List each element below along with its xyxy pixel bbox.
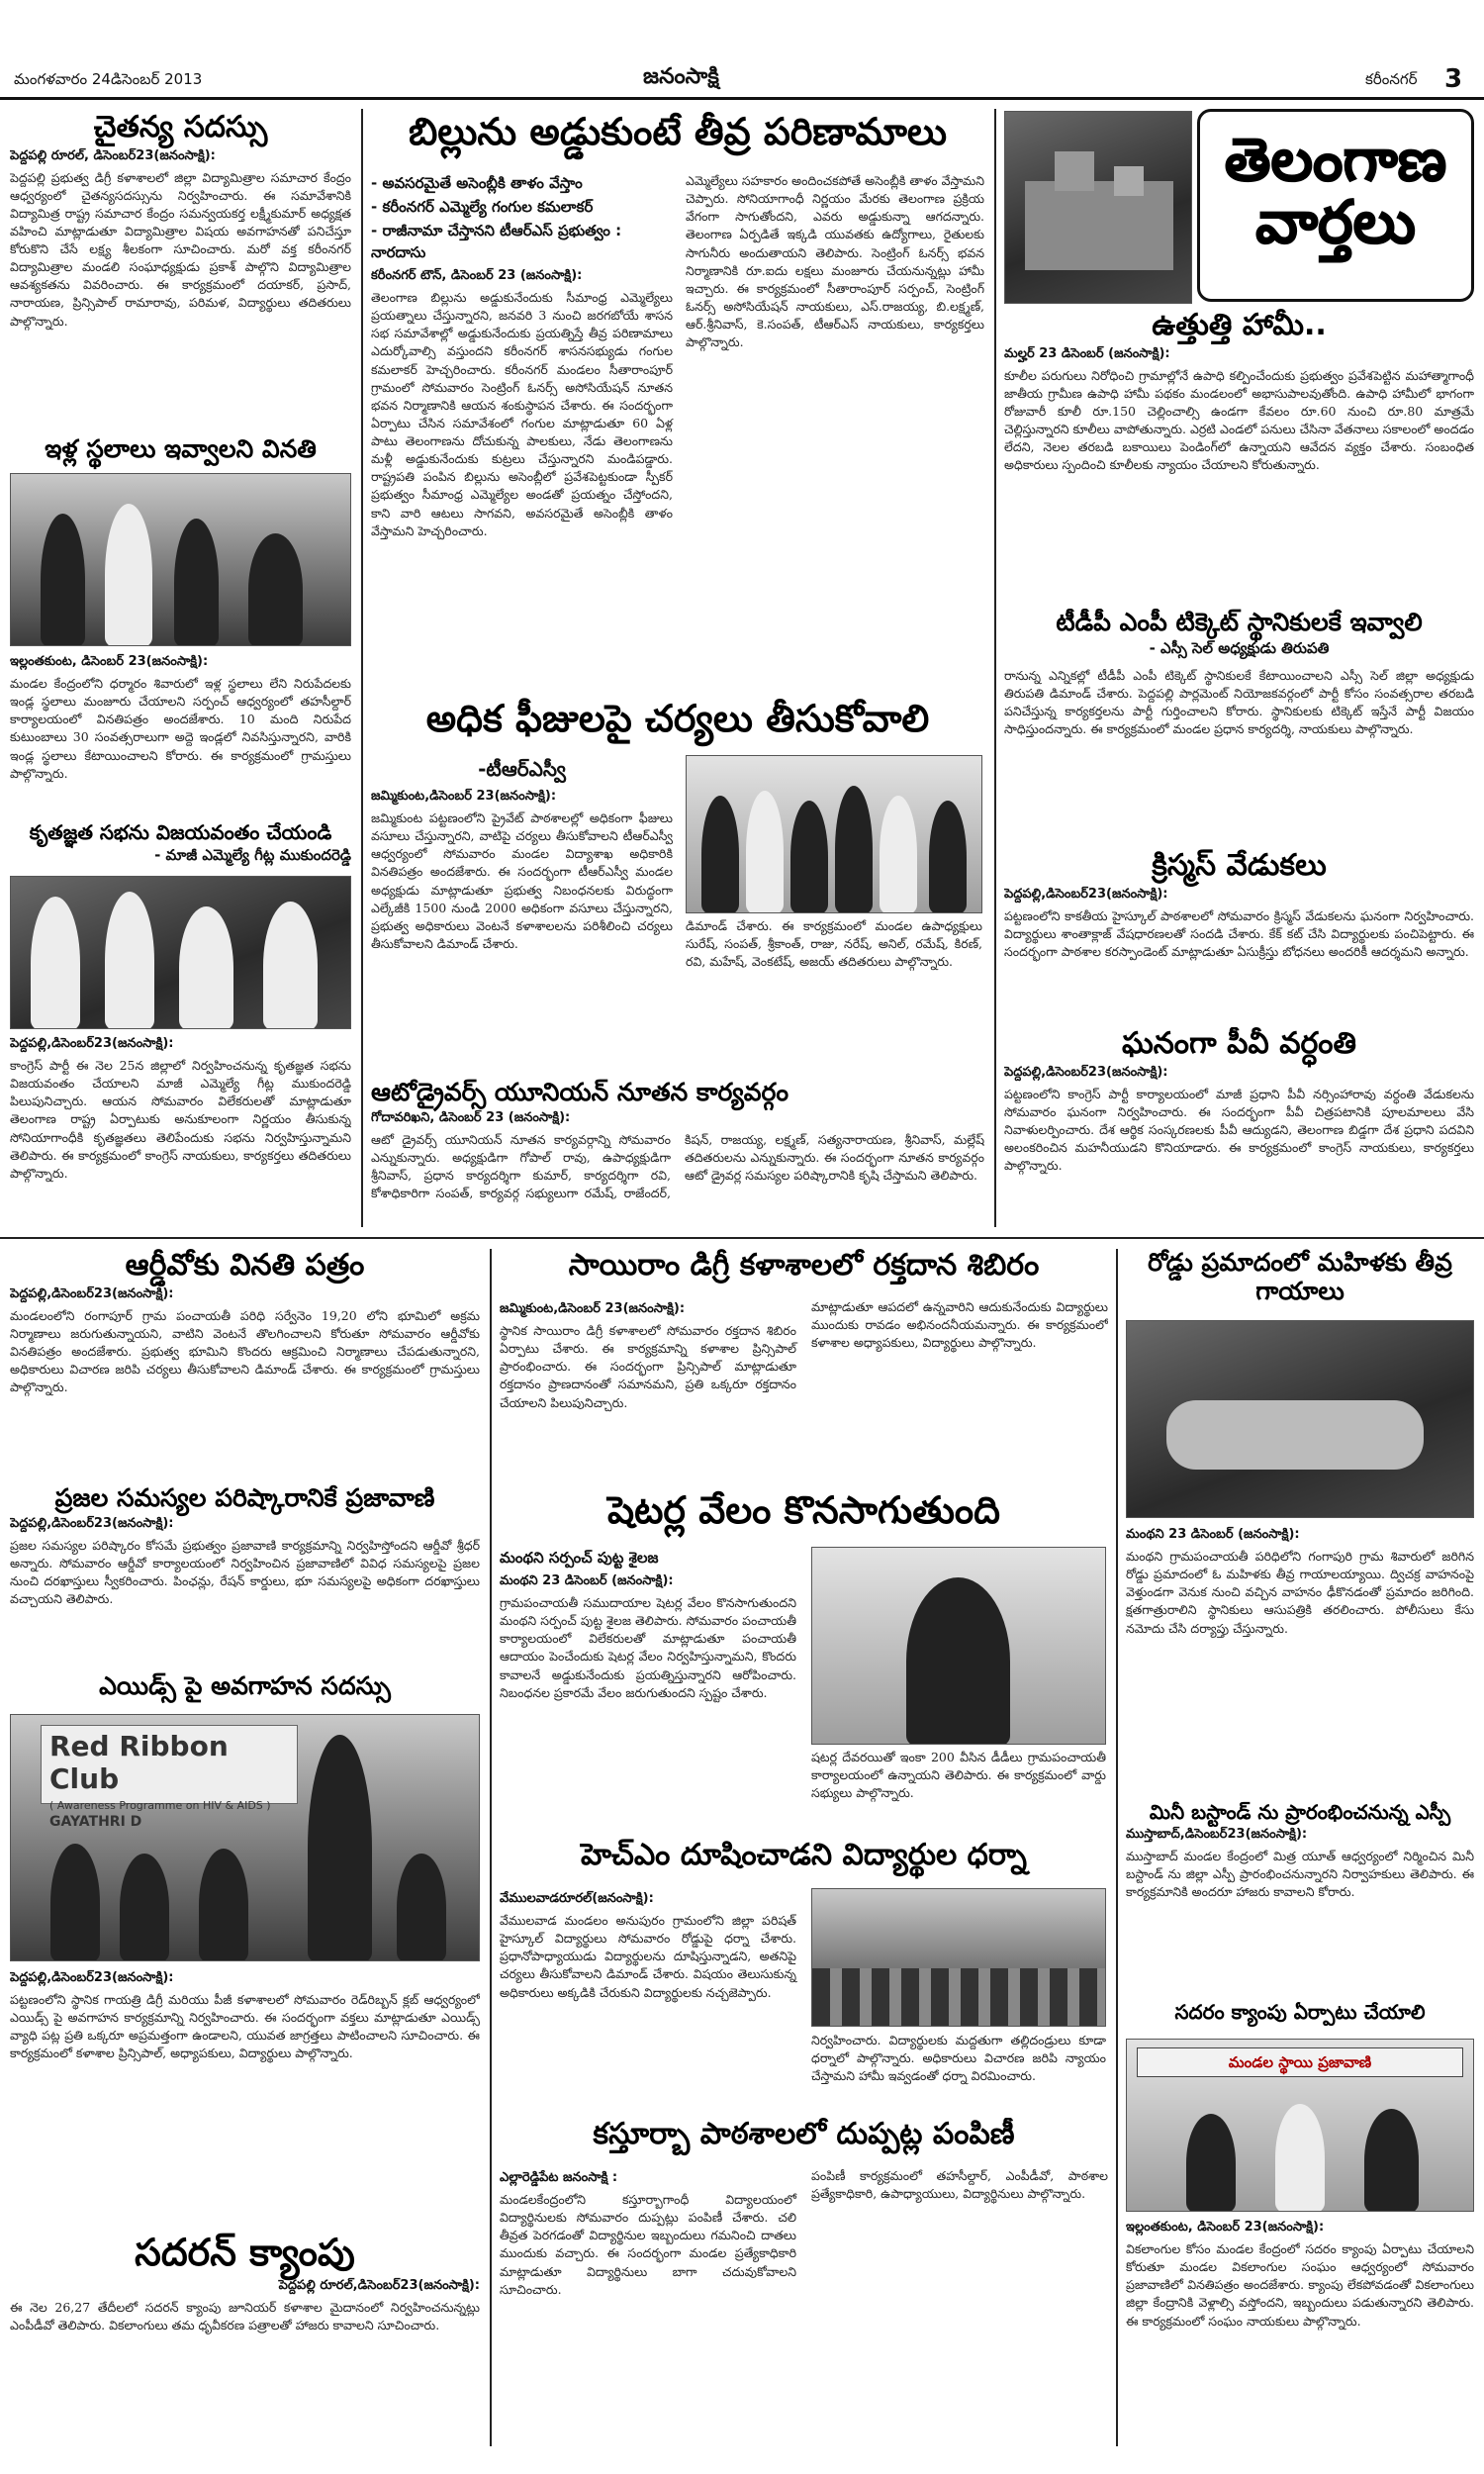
issue-date: మంగళవారం 24డిసెంబర్ 2013 [14, 70, 203, 88]
article-blood-donation [500, 1249, 1108, 1486]
article-sadaram-camp-demand [1126, 2001, 1474, 2444]
headline: ఆర్డీవోకు వినతి పత్రం [125, 1249, 365, 1283]
article-christmas [1004, 849, 1474, 1022]
dateline: వేములవాడరూరల్(జనంసాక్షి): [500, 1891, 654, 1906]
article-body: రానున్న ఎన్నికల్లో టీడీపీ ఎంపీ టిక్కెట్ స్థానికులకే కేటాయించాలని ఎస్సీ సెల్ జిల్లా అధ్యక్షుడు తిరుపతి డిమాండ్ చేశారు. పెద్దపల్లి పార్లమెంట్ నియోజకవర్గంలో పార్టీ కోసం సంవత్సరాల తరబడి పనిచేస్తున్న కార్యకర్తలను పార్టీ గుర్తించాలని కోరారు. స్థానికులకు టిక్కెట్ ఇస్తేనే పార్టీ విజయం సాధిస్తుందన్నారు. ఈ కార్యక్రమంలో మండల ప్రధాన కార్యదర్శి, నాయకులు పాల్గొన్నారు. [1004, 667, 1474, 737]
article-body: పెద్దపల్లి ప్రభుత్వ డిగ్రీ కళాశాలలో జిల్లా విద్యామిత్రాల సమాచార కేంద్రం ఆధ్వర్యంలో చైతన్యసదస్సును నిర్వహించారు. ఈ సమావేశానికి విద్యామిత్ర రాష్ట్ర సమాచార కేంద్రం సమన్వయకర్త లక్ష్మీకుమార్ అధ్యక్షత వహించి మాట్లాడుతూ విద్యామిత్రాల విషయ అవగాహనతో పనిచేస్తూ కోరుకొని చేసే లక్ష్య శీలకంగా సూచించారు. మరో వక్త కరీంనగర్ విద్యామిత్రాల మండలి సంఘాధ్యక్షుడు ప్రకాశ్ పాల్గొని విద్యామిత్రాల ఆవశ్యకతను వివరించారు. ఈ కార్యక్రమంలో దయాకర్, ప్రసాద్, నారాయణ, ప్రిన్సిపాల్ రామారావు, పరిమళ, విద్యార్థులు తదితరులు పాల్గొన్నారు. [10, 169, 351, 329]
dateline: పెద్దపల్లి,డిసెంబర్23(జనంసాక్షి): [1004, 1064, 1168, 1080]
edition-town: కరీంనగర్ [1365, 70, 1418, 88]
dateline: జమ్మికుంట,డిసెంబర్ 23(జనంసాక్షి): [371, 789, 557, 804]
headline: క్రిస్మస్ వేడుకలు [1152, 849, 1327, 883]
article-body-col2: డిమాండ్ చేశారు. ఈ కార్యక్రమంలో మండల ఉపాధ్యక్షులు సురేష్, సంపత్, శ్రీకాంత్, రాజు, నరేష్, అనిల్, రమేష్, కిరణ్, రవి, మహేష్, వెంకటేష్, అజయ్ తదితరులు పాల్గొన్నారు. [686, 918, 982, 970]
subheadline-3: - రాజీనామా చేస్తానని టీఆర్ఎస్ ప్రభుత్వం : నారదాసు [371, 222, 622, 261]
article-body: కూలీల పరుగులు నిరోధించి గ్రామాల్లోనే ఉపాధి కల్పించేందుకు ప్రభుత్వం ప్రవేశపెట్టిన మహాత్మాగాంధీ జాతీయ గ్రామీణ ఉపాధి హామీ పథకం మండలంలో అభాసుపాలవుతోంది. ఉపాధి హామీలో భాగంగా రోజువారీ కూలీ రూ.150 చెల్లించాల్సి ఉండగా కేవలం రూ.60 నుంచి రూ.80 మాత్రమే చెల్లిస్తున్నారని కూలీలు వాపోతున్నారు. ఎర్రటి ఎండలో పనులు చేసినా వేతనాలు సకాలంలో అందడం లేదని, నెలల తరబడి బకాయిలు పెండింగ్‌లో ఉన్నాయని ఆవేదన వ్యక్తం చేశారు. సంబంధిత అధికారులు స్పందించి కూలీలకు న్యాయం చేయాలని కోరుతున్నారు. [1004, 367, 1474, 473]
photo-students-dharna [811, 1888, 1106, 2027]
dateline: పెద్దపల్లి,డిసెంబర్23(జనంసాక్షి): [10, 1515, 174, 1531]
article-body-col2: షటర్ల దేవరయితో ఇంకా 200 వీసిన డీడీలు గ్రామపంచాయతీ కార్యాలయంలో ఉన్నాయని తెలిపారు. ఈ కార్యక్రమంలో వార్డు సభ్యులు పాల్గొన్నారు. [811, 1750, 1106, 1801]
headline: సాయిరాం డిగ్రీ కళాశాలలో రక్తదాన శిబిరం [568, 1249, 1040, 1283]
article-prajavani [10, 1484, 480, 1667]
article-body: వికలాంగుల కోసం మండల కేంద్రంలో సదరం క్యాంపు ఏర్పాటు చేయాలని కోరుతూ మండల వికలాంగుల సంఘం ఆధ్వర్యంలో సోమవారం ప్రజావాణిలో వినతిపత్రం అందజేశారు. క్యాంపు లేకపోవడంతో వికలాంగులు జిల్లా కేంద్రానికి వెళ్లాల్సి వస్తోందని, ఇబ్బందులు పడుతున్నారని తెలిపారు. ఈ కార్యక్రమంలో సంఘం నాయకులు పాల్గొన్నారు. [1126, 2241, 1474, 2329]
article-house-sites-petition [10, 435, 351, 816]
article-body: మంథని గ్రామపంచాయతీ పరిధిలోని గంగాపురి గ్రామ శివారులో జరిగిన రోడ్డు ప్రమాదంలో ఓ మహిళకు తీవ్ర గాయాలయ్యాయి. ద్విచక్ర వాహనంపై వెళ్తుండగా వెనుక నుంచి వచ్చిన వాహనం ఢీకొనడంతో ప్రమాదం జరిగింది. క్షతగాత్రురాలిని స్థానికులు ఆసుపత్రికి తరలించారు. పోలీసులు కేసు నమోదు చేసి దర్యాప్తు చేస్తున్నారు. [1126, 1549, 1474, 1636]
page-number: 3 [1444, 64, 1463, 94]
headline: హెచ్ఎం దూషించాడని విద్యార్థుల ధర్నా [581, 1839, 1027, 1872]
newspaper-logo: జనంసాక్షి [643, 64, 719, 89]
article-body: ముస్తాబాద్ మండల కేంద్రంలో మిత్ర యూత్ ఆధ్వర్యంలో నిర్మించిన మినీ బస్టాండ్ ను జిల్లా ఎస్పీ ప్రారంభించనున్నారని నిర్వాహకులు తెలిపారు. ఈ కార్యక్రమానికి అందరూ హాజరు కావాలని కోరారు. [1126, 1849, 1474, 1900]
dateline: పెద్దపల్లి రూరల్, డిసెంబర్23(జనంసాక్షి): [10, 147, 216, 163]
article-chaitanya-sadassu [10, 111, 351, 432]
headline: రోడ్డు ప్రమాదంలో మహిళకు తీవ్ర గాయాలు [1148, 1249, 1452, 1305]
article-body: పట్టణంలోని కాకతీయ హైస్కూల్ పాఠశాలలో సోమవారం క్రిస్మస్ వేడుకలను ఘనంగా నిర్వహించారు. విద్యార్థులు శాంతాక్లాజ్ వేషధారణలతో సందడి చేశారు. కేక్ కట్ చేసి విద్యార్థులకు పంచిపెట్టారు. ఈ సందర్భంగా పాఠశాల కరస్పాండెంట్ మాట్లాడుతూ ఏసుక్రీస్తు బోధనలు అందరికీ ఆదర్శమని అన్నారు. [1004, 907, 1474, 959]
subheadline-2: - కరీంనగర్ ఎమ్మెల్యే గంగుల కమలాకర్ [371, 198, 594, 216]
column-rule [994, 109, 996, 1227]
banner-gayathri: GAYATHRI D [49, 1814, 142, 1830]
headline: కస్తూర్బా పాఠశాలలో దుప్పట్ల పంపిణీ [593, 2118, 1015, 2151]
banner-red-ribbon: Red Ribbon Club [49, 1730, 229, 1795]
article-auto-drivers-union [371, 1079, 984, 1227]
article-body: మండలంలోని రంగాపూర్ గ్రామ పంచాయతీ పరిధి సర్వేనెం 19,20 లోని భూమిలో అక్రమ నిర్మాణాలు జరుగుతున్నాయని, వాటిని వెంటనే తొలగించాలని కోరుతూ సోమవారం ఆర్డీవోకు వినతిపత్రం అందజేశారు. ప్రభుత్వ భూమిని కొందరు ఆక్రమించి నిర్మాణాలు చేపడుతున్నారని, అధికారులు విచారణ జరిపి చర్యలు తీసుకోవాలని డిమాండ్ చేశారు. ఈ కార్యక్రమంలో గ్రామస్తులు పాల్గొన్నారు. [10, 1307, 480, 1394]
headline: ఉత్తుత్తి హామీ.. [1152, 309, 1327, 342]
column-rule [490, 1249, 492, 2446]
article-body-col2: పంపిణీ కార్యక్రమంలో తహసీల్దార్, ఎంపీడీవో, పాఠశాల ప్రత్యేకాధికారి, ఉపాధ్యాయులు, విద్యార్థినులు పాల్గొన్నారు. [811, 2168, 1108, 2202]
article-bill-consequences [371, 111, 984, 695]
headline: చైతన్య సదస్సు [93, 111, 268, 144]
headline: టీడీపీ ఎంపీ టిక్కెట్ స్థానికులకే ఇవ్వాలి [1056, 609, 1423, 636]
dateline: పెద్దపల్లి,డిసెంబర్23(జనంసాక్షి): [1004, 886, 1168, 902]
article-aids-awareness [10, 1672, 480, 2227]
article-body-col1: గ్రామపంచాయతీ సముదాయాల షెటర్ల వేలం కొనసాగుతుందని మంథని సర్పంచ్ పుట్ట శైలజ తెలిపారు. సోమవారం పంచాయతీ కార్యాలయంలో విలేకరులతో మాట్లాడుతూ పంచాయతీ ఆదాయం పెంచేందుకు షెటర్ల వేలం నిర్వహిస్తున్నామని, కొందరు కావాలనే అడ్డుకునేందుకు ప్రయత్నిస్తున్నారని ఆరోపించారు. నిబంధనల ప్రకారమే వేలం జరుగుతుందని స్పష్టం చేశారు. [500, 1595, 796, 1700]
photo-students-protest [686, 755, 982, 913]
article-body-col1: స్థానిక సాయిరాం డిగ్రీ కళాశాలలో సోమవారం రక్తదాన శిబిరం ఏర్పాటు చేశారు. ఈ కార్యక్రమాన్ని కళాశాల ప్రిన్సిపాల్ ప్రారంభించారు. ఈ సందర్భంగా ప్రిన్సిపాల్ మాట్లాడుతూ రక్తదానం ప్రాణదానంతో సమానమని, ప్రతి ఒక్కరూ రక్తదానం చేయాలని పిలుపునిచ్చారు. [500, 1323, 796, 1410]
photo-sarpanch [811, 1547, 1106, 1745]
article-body: మండల కేంద్రంలోని ధర్మారం శివారులో ఇళ్ల స్థలాలు లేని నిరుపేదలకు ఇండ్ల స్థలాలు మంజూరు చేయాలని సర్పంచ్ ఆధ్వర్యంలో తహసీల్దార్ కార్యాలయంలో వినతిపత్రం అందజేశారు. 10 మంది నిరుపేద కుటుంబాలు 30 సంవత్సరాలుగా అద్దె ఇండ్లలో నివసిస్తున్నారని, వారికి ఇండ్ల స్థలాలు కేటాయించాలని కోరారు. ఈ కార్యక్రమంలో గ్రామస్తులు పాల్గొన్నారు. [10, 676, 351, 781]
photo-red-ribbon-club [10, 1714, 480, 1961]
article-body: కాంగ్రెస్ పార్టీ ఈ నెల 25న జిల్లాలో నిర్వహించనున్న కృతజ్ఞత సభను విజయవంతం చేయాలని మాజీ ఎమ్మెల్యే గీట్ల ముకుందరెడ్డి పిలుపునిచ్చారు. ఆయన సోమవారం విలేకరులతో మాట్లాడుతూ తెలంగాణ రాష్ట్ర ఏర్పాటుకు అనుకూలంగా నిర్ణయం తీసుకున్న సోనియాగాంధీకి కృతజ్ఞతలు తెలిపేందుకు సభను నిర్వహిస్తున్నామని తెలిపారు. ఈ కార్యక్రమంలో కాంగ్రెస్ నాయకులు, కార్యకర్తలు తదితరులు పాల్గొన్నారు. [10, 1058, 351, 1181]
article-body-col2: నిర్వహించారు. విద్యార్థులకు మద్దతుగా తల్లిదండ్రులు కూడా ధర్నాలో పాల్గొన్నారు. అధికారులు విచారణ జరిపి న్యాయం చేస్తామని హామీ ఇవ్వడంతో ధర్నా విరమించారు. [811, 2033, 1106, 2084]
dateline: ఎల్లారెడ్డిపేట జనంసాక్షి : [500, 2170, 618, 2185]
photo-injured-woman [1126, 1320, 1474, 1518]
article-body-col1: జమ్మికుంట పట్టణంలోని ప్రైవేట్ పాఠశాలల్లో అధికంగా ఫీజులు వసూలు చేస్తున్నారని, వాటిపై చర్యలు తీసుకోవాలని టీఆర్ఎస్వీ ఆధ్వర్యంలో సోమవారం మండల విద్యాశాఖ అధికారికి వినతిపత్రం అందజేశారు. ఈ సందర్భంగా టీఆర్ఎస్వీ మండల అధ్యక్షుడు మాట్లాడుతూ ప్రభుత్వ నిబంధనలకు విరుద్ధంగా ఎల్కేజీకి 1500 నుండి 2000 అధికంగా వసూలు చేస్తున్నారని, ప్రభుత్వ అధికారులు వెంటనే కళాశాలలను పరిశీలించి చర్యలు తీసుకోవాలని డిమాండ్ చేశారు. [371, 810, 673, 951]
dateline: కరీంనగర్ టౌన్, డిసెంబర్ 23 (జనంసాక్షి): [371, 268, 583, 283]
section-title: తెలంగాణ వార్తలు [1224, 126, 1447, 257]
headline: షెటర్ల వేలం కొనసాగుతుంది [607, 1489, 1000, 1532]
subheadline: - మాజీ ఎమ్మెల్యే గీట్ల ముకుందరెడ్డి [154, 846, 351, 864]
headline: ఆటోడ్రైవర్స్ యూనియన్ నూతన కార్యవర్గం [371, 1079, 789, 1106]
subheadline: -టీఆర్ఎస్వీ [478, 757, 566, 781]
headline: ప్రజల సమస్యల పరిష్కారానికే ప్రజావాణి [54, 1484, 435, 1512]
headline: ఎయిడ్స్ పై అవగాహన సదస్సు [99, 1672, 391, 1700]
dateline: పెద్దపల్లి,డిసెంబర్23(జనంసాక్షి): [10, 1285, 174, 1301]
article-sadaran-camp [10, 2232, 480, 2444]
headline: అధిక ఫీజులపై చర్యలు తీసుకోవాలి [425, 698, 930, 740]
article-gratitude-meeting [10, 821, 351, 1227]
article-shutter-auction [500, 1489, 1108, 1836]
signboard: మండల స్థాయి ప్రజావాణి [1137, 2047, 1463, 2077]
article-pv-anniversary [1004, 1027, 1474, 1230]
dateline: మంథని 23 డిసెంబర్ (జనంసాక్షి): [500, 1573, 674, 1588]
article-tdp-ticket [1004, 609, 1474, 846]
column-rule [361, 109, 363, 1227]
subheadline: - ఎస్సీ సెల్ అధ్యక్షుడు తిరుపతి [1149, 638, 1330, 657]
dateline: గోదావరిఖని, డిసెంబర్ 23 (జనంసాక్షి): [371, 1109, 571, 1125]
dateline: పెద్దపల్లి,డిసెంబర్23(జనంసాక్షి): [10, 1970, 174, 1985]
headline: కృతజ్ఞత సభను విజయవంతం చేయండి [29, 821, 332, 844]
banner-awareness: ( Awareness Programme on HIV & AIDS ) [49, 1799, 271, 1812]
photo-petition [10, 473, 351, 646]
subheadline: మంథని సర్పంచ్ పుట్ట శైలజ [500, 1549, 659, 1567]
article-rdo-petition [10, 1249, 480, 1481]
photo-congress-leaders [10, 876, 351, 1029]
headline: సదరన్ క్యాంపు [135, 2232, 355, 2274]
article-body: ఆటో డ్రైవర్స్ యూనియన్ నూతన కార్యవర్గాన్ని సోమవారం ఎన్నుకున్నారు. అధ్యక్షుడిగా గోపాల్ రావు, ఉపాధ్యక్షుడిగా శ్రీనివాస్, ప్రధాన కార్యదర్శిగా కుమార్, కార్యదర్శిగా రవి, కోశాధికారిగా సంపత్, కార్యవర్గ సభ్యులుగా రమేష్, రాజేందర్, కిషన్, రాజయ్య, లక్ష్మణ్, సత్యనారాయణ, శ్రీనివాస్, మల్లేష్ తదితరులను ఎన్నుకున్నారు. ఈ సందర్భంగా నూతన కార్యవర్గం ఆటో డ్రైవర్ల సమస్యల పరిష్కారానికి కృషి చేస్తామని తెలిపారు. [371, 1131, 984, 1201]
photo-golconda-fort [1004, 111, 1192, 304]
article-body: పట్టణంలోని కాంగ్రెస్ పార్టీ కార్యాలయంలో మాజీ ప్రధాని పీవీ నర్సింహారావు వర్ధంతి వేడుకలను సోమవారం ఘనంగా నిర్వహించారు. ఈ సందర్భంగా పీవీ చిత్రపటానికి పూలమాలలు వేసి నివాళులర్పించారు. దేశ ఆర్థిక సంస్కరణలకు పీవీ ఆద్యుడని, తెలంగాణ బిడ్డగా దేశ ప్రధాని పదవిని అలంకరించిన మహనీయుడని కొనియాడారు. ఈ కార్యక్రమంలో కాంగ్రెస్ నాయకులు, కార్యకర్తలు పాల్గొన్నారు. [1004, 1086, 1474, 1173]
headline: సదరం క్యాంపు ఏర్పాటు చేయాలి [1174, 2001, 1426, 2024]
headline: బిల్లును అడ్డుకుంటే తీవ్ర పరిణామాలు [408, 111, 948, 153]
article-high-fees [371, 698, 984, 1074]
article-road-accident [1126, 1249, 1474, 1798]
dateline: పెద్దపల్లి,డిసెంబర్23(జనంసాక్షి): [10, 1036, 174, 1051]
dateline: ఇల్లంతకుంట, డిసెంబర్ 23(జనంసాక్షి): [10, 654, 209, 669]
article-body: పట్టణంలోని స్థానిక గాయత్రి డిగ్రీ మరియు పీజీ కళాశాలలో సోమవారం రెడ్‌రిబ్బన్ క్లబ్ ఆధ్వర్యంలో ఎయిడ్స్ పై అవగాహన కార్యక్రమాన్ని నిర్వహించారు. ఈ సందర్భంగా వక్తలు మాట్లాడుతూ ఎయిడ్స్ వ్యాధి పట్ల ప్రతి ఒక్కరూ అప్రమత్తంగా ఉండాలని, యువత జాగ్రత్తలు పాటించాలని సూచించారు. ఈ కార్యక్రమంలో కళాశాల ప్రిన్సిపాల్, అధ్యాపకులు, విద్యార్థులు పాల్గొన్నారు. [10, 1992, 480, 2061]
headline: ఇళ్ల స్థలాలు ఇవ్వాలని వినతి [45, 435, 317, 463]
dateline: ఇల్లంతకుంట, డిసెంబర్ 23(జనంసాక్షి): [1126, 2220, 1325, 2235]
dateline: పెద్దపల్లి రూరల్,డిసెంబర్23(జనంసాక్షి): [278, 2277, 480, 2293]
column-rule [1116, 1249, 1118, 2446]
article-mini-busstand [1126, 1801, 1474, 1999]
article-body: ప్రజల సమస్యల పరిష్కారం కోసమే ప్రభుత్వం ప్రజావాణి కార్యక్రమాన్ని నిర్వహిస్తోందని ఆర్డీవో శ్రీధర్ అన్నారు. సోమవారం ఆర్డీవో కార్యాలయంలో నిర్వహించిన ప్రజావాణిలో వివిధ సమస్యలపై ప్రజల నుంచి దరఖాస్తులు స్వీకరించారు. పింఛన్లు, రేషన్ కార్డులు, భూ సమస్యలపై అధికంగా దరఖాస్తులు వచ్చాయని తెలిపారు. [10, 1537, 480, 1607]
photo-prajavani-petition [1126, 2039, 1474, 2212]
section-banner [1197, 109, 1474, 302]
subheadline-1: - అవసరమైతే అసెంబ్లీకి తాళం వేస్తాం [371, 174, 583, 192]
article-body-col2: మాట్లాడుతూ ఆపదలో ఉన్నవారిని ఆదుకునేందుకు విద్యార్థులు ముందుకు రావడం అభినందనీయమన్నారు. ఈ కార్యక్రమంలో కళాశాల అధ్యాపకులు, విద్యార్థులు పాల్గొన్నారు. [811, 1299, 1108, 1351]
dateline: జమ్మికుంట,డిసెంబర్ 23(జనంసాక్షి): [500, 1301, 686, 1316]
headline: మినీ బస్టాండ్ ను ప్రారంభించనున్న ఎస్పీ [1149, 1801, 1451, 1824]
article-body-col1: మండలకేంద్రంలోని కస్తూర్బాగాంధీ విద్యాలయంలో విద్యార్థినులకు సోమవారం దుప్పట్లు పంపిణీ చేశారు. చలి తీవ్రత పెరగడంతో విద్యార్థినుల ఇబ్బందులు గమనించి దాతలు ముందుకు వచ్చారు. ఈ సందర్భంగా మండల ప్రత్యేకాధికారి మాట్లాడుతూ విద్యార్థినులు బాగా చదువుకోవాలని సూచించారు. [500, 2192, 796, 2297]
dateline: మంథని 23 డిసెంబర్ (జనంసాక్షి): [1126, 1527, 1300, 1542]
article-students-dharna [500, 1839, 1108, 2116]
article-empty-promise [1004, 309, 1474, 606]
dateline: మల్హర్ 23 డిసెంబర్ (జనంసాక్షి): [1004, 345, 1170, 361]
section-rule [0, 1237, 1484, 1239]
masthead [0, 64, 1484, 100]
article-body-col1: తెలంగాణ బిల్లును అడ్డుకునేందుకు సీమాంధ్ర ఎమ్మెల్యేలు ప్రయత్నాలు చేస్తున్నారని, జనవరి 3 నుంచి జరగబోయే శాసన సభ సమావేశాల్లో అడ్డుకునేందుకు ప్రయత్నిస్తే తీవ్ర పరిణామాలు ఎదుర్కోవాల్సి వస్తుందని కరీంనగర్ శాసనసభ్యుడు గంగుల కమలాకర్ హెచ్చరించారు. కరీంనగర్ మండలం సీతారాంపూర్ గ్రామంలో సోమవారం సెంట్రింగ్ ఓనర్స్ అసోసియేషన్ నూతన భవన నిర్మాణానికి ఆయన శంకుస్థాపన చేశారు. ఈ సందర్భంగా ఏర్పాటు చేసిన సమావేశంలో గంగుల మాట్లాడుతూ 60 ఏళ్ల పాటు తెలంగాణను దోచుకున్న పాలకులు, నేడు తెలంగాణను మళ్లీ అడ్డుకునేందుకు కుట్రలు చేస్తున్నారని మండిపడ్డారు. రాష్ట్రపతి పంపిన బిల్లును అసెంబ్లీలో ప్రవేశపెట్టకుండా స్పీకర్ ప్రభుత్వం సీమాంధ్ర ఎమ్మెల్యేల అండతో ప్రయత్నం చేస్తోందని, కాని వారి ఆటలు సాగవని, అవసరమైతే అసెంబ్లీకి తాళం వేస్తామని హెచ్చరించారు. [371, 290, 673, 538]
article-kasturba-blankets [500, 2118, 1108, 2444]
headline: ఘనంగా పీవీ వర్ధంతి [1122, 1027, 1356, 1061]
article-body-col1: వేములవాడ మండలం అనుపురం గ్రామంలోని జిల్లా పరిషత్ హైస్కూల్ విద్యార్థులు సోమవారం రోడ్డుపై ధర్నా చేశారు. ప్రధానోపాధ్యాయుడు విద్యార్థులను దూషిస్తున్నాడని, అతనిపై చర్యలు తీసుకోవాలని డిమాండ్ చేశారు. విషయం తెలుసుకున్న అధికారులు అక్కడికి చేరుకుని విద్యార్థులకు నచ్చజెప్పారు. [500, 1913, 796, 2000]
dateline: ముస్తాబాద్,డిసెంబర్23(జనంసాక్షి): [1126, 1827, 1308, 1842]
article-body: ఈ నెల 26,27 తేదీలలో సదరన్ క్యాంపు జూనియర్ కళాశాల మైదానంలో నిర్వహించనున్నట్లు ఎంపీడీవో తెలిపారు. వికలాంగులు తమ ధృవీకరణ పత్రాలతో హాజరు కావాలని సూచించారు. [10, 2299, 480, 2332]
article-body-col2: ఎమ్మెల్యేలు సహకారం అందించకపోతే అసెంబ్లీకి తాళం వేస్తామని చెప్పారు. సోనియాగాంధీ నిర్ణయం మేరకు తెలంగాణ ప్రక్రియ వేగంగా సాగుతోందని, ఎవరు అడ్డుకున్నా ఆగదన్నారు. తెలంగాణ ఏర్పడితే ఇక్కడి యువతకు ఉద్యోగాలు, రైతులకు సాగునీరు అందుతాయని తెలిపారు. సెంట్రింగ్ ఓనర్స్ భవన నిర్మాణానికి రూ.ఐదు లక్షలు మంజూరు చేయనున్నట్లు హామీ ఇచ్చారు. ఈ కార్యక్రమంలో సీతారాంపూర్ సర్పంచ్, సెంట్రింగ్ ఓనర్స్ అసోసియేషన్ నాయకులు, ఎస్.రాజయ్య, బి.లక్ష్మణ్, ఆర్.శ్రీనివాస్, కె.సంపత్, టీఆర్ఎస్ నాయకులు, కార్యకర్తలు పాల్గొన్నారు. [686, 173, 984, 350]
